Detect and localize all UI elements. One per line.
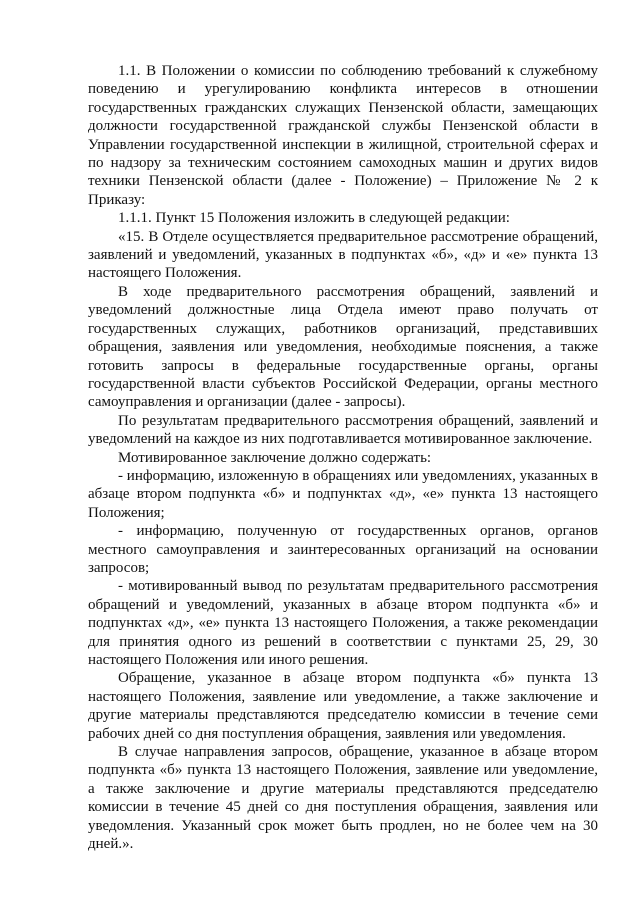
paragraph-point-15: «15. В Отделе осуществляется предварительное рассмотрение обращений, заявлений и уведомлений, указанных в подпунктах «б», «д» и «е» пункта 13 настоящего Положения. bbox=[88, 228, 598, 282]
paragraph-results: По результатам предварительного рассмотрения обращений, заявлений и уведомлений на каждое из них подготавливается мотивированное заключение. bbox=[88, 412, 598, 448]
list-item-received-information: - информацию, полученную от государственных органов, органов местного самоуправления и заинтересованных организаций на основании запросов; bbox=[88, 523, 598, 576]
list-item-information: - информацию, изложенную в обращениях или уведомлениях, указанных в абзаце втором подпункта «б» и подпунктах «д», «е» пункта 13 настоящего Положения; bbox=[88, 467, 598, 521]
paragraph-1-1-1: 1.1.1. Пункт 15 Положения изложить в следующей редакции: bbox=[118, 210, 510, 227]
paragraph-submission-seven-days: Обращение, указанное в абзаце втором подпункта «б» пункта 13 настоящего Положения, заявление или уведомление, а также заключение и другие материалы представляются председателю комиссии в течение семи рабочих дней со дня поступления обращения, заявления или уведомления. bbox=[88, 670, 598, 742]
paragraph-conclusion-content: Мотивированное заключение должно содержать: bbox=[118, 449, 432, 466]
paragraph-1-1: 1.1. В Положении о комиссии по соблюдению требований к служебному поведению и урегулированию конфликта интересов в отношении государственных гражданских служащих Пензенской области, замещающих должности государственной гражданской службы Пензенской области в Управлении государственной инспекции в жилищной, строительной сферах и по надзору за техническим состоянием самоходных машин и других видов техники Пензенской области (далее - Положение) – Приложение № 2 к Приказу: bbox=[88, 63, 598, 208]
list-item-motivated-conclusion: - мотивированный вывод по результатам предварительного рассмотрения обращений и уведомлений, указанных в абзаце втором подпункта «б» и подпунктах «д», «е» пункта 13 настоящего Положения, а также рекомендации для принятия одного из решений в соответствии с пунктами 25, 29, 30 настоящего Положения или иного решения. bbox=[88, 578, 598, 668]
document-page bbox=[88, 62, 598, 853]
paragraph-submission-45-days: В случае направления запросов, обращение, указанное в абзаце втором подпункта «б» пункта 13 настоящего Положения, заявление или уведомление, а также заключение и другие материалы представляются председателю комиссии в течение 45 дней со дня поступления обращения, заявления или уведомления. Указанный срок может быть продлен, но не более чем на 30 дней.». bbox=[88, 744, 598, 853]
paragraph-preliminary-review: В ходе предварительного рассмотрения обращений, заявлений и уведомлений должностные лица Отдела имеют право получать от государственных служащих, работников организаций, представивших обращения, заявления или уведомления, необходимые пояснения, а также готовить запросы в федеральные государственные органы, органы государственной власти субъектов Российской Федерации, органы местного самоуправления и организации (далее - запросы). bbox=[88, 283, 598, 411]
